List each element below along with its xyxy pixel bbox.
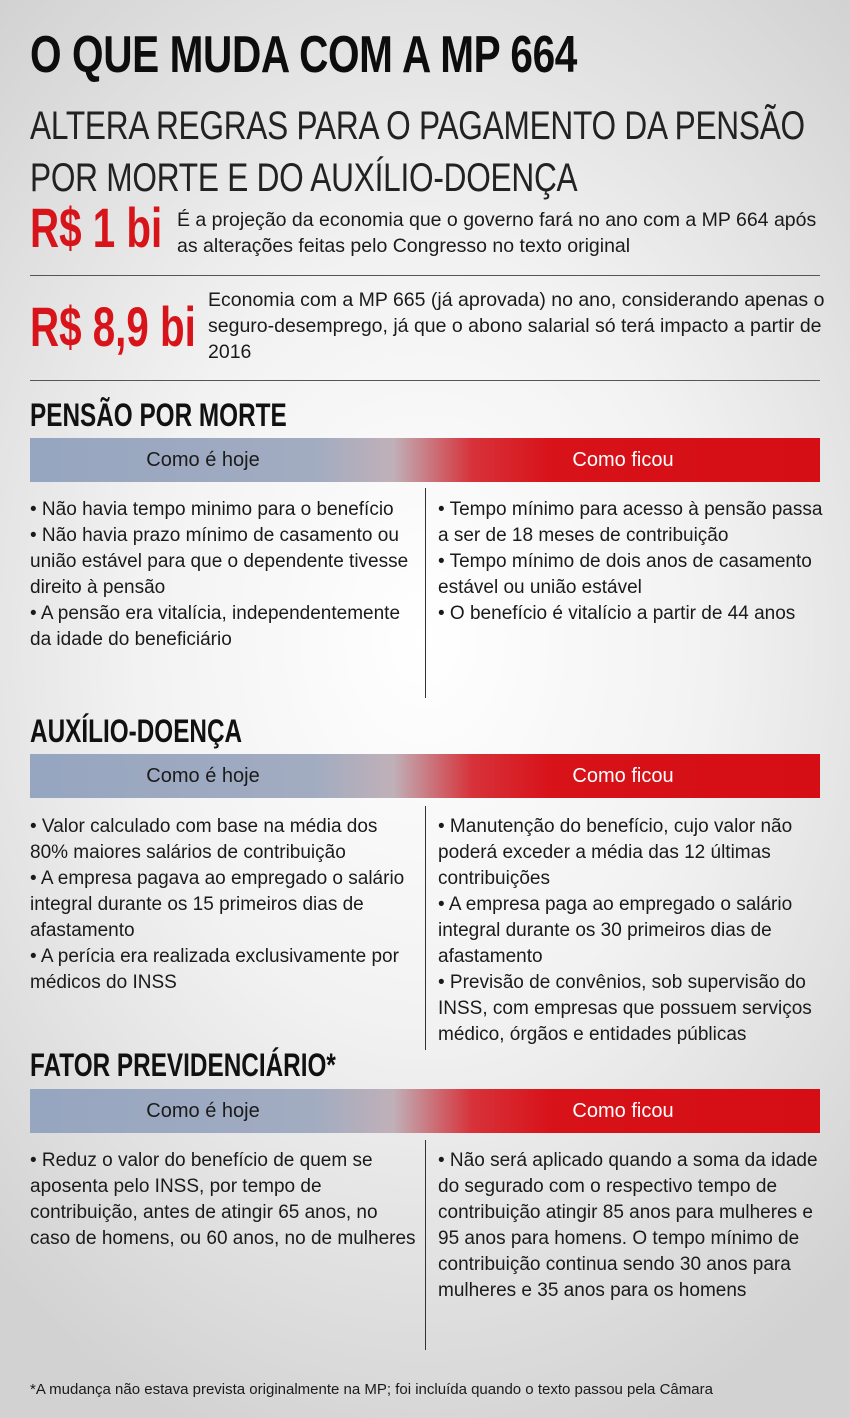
list-item: • Valor calculado com base na média dos 80% maiores salários de contribuição — [30, 816, 378, 863]
section-title-fator: FATOR PREVIDENCIÁRIO* — [30, 1047, 336, 1083]
comparison-header-fator — [30, 1089, 820, 1133]
auxilio-before-list — [30, 814, 418, 996]
column-header-before: Como é hoje — [146, 1100, 260, 1122]
list-item: • O benefício é vitalício a partir de 44 anos — [438, 603, 796, 624]
stat-value-2: R$ 8,9 bi — [30, 295, 196, 358]
pensao-after-list — [438, 497, 824, 627]
stat-text-2: Economia com a MP 665 (já aprovada) no ano, considerando apenas o seguro-desemprego, já que o abono salarial só terá impacto a partir de 2016 — [208, 289, 825, 363]
list-item: • A pensão era vitalícia, independentemente da idade do beneficiário — [30, 603, 401, 650]
list-item: • Não havia prazo mínimo de casamento ou união estável para que o dependente tivesse direito à pensão — [30, 525, 409, 598]
column-divider — [425, 488, 426, 698]
stat-divider-2 — [30, 380, 820, 381]
column-header-after: Como ficou — [572, 449, 674, 471]
column-header-before: Como é hoje — [146, 449, 260, 471]
section-title-auxilio: AUXÍLIO-DOENÇA — [30, 713, 243, 749]
section-title-pensao: PENSÃO POR MORTE — [30, 397, 287, 433]
column-divider — [425, 806, 426, 1050]
list-item: • Não será aplicado quando a soma da idade do segurado com o respectivo tempo de contribuição atingir 85 anos para mulheres e 95 anos para homens. O tempo mínimo de contribuição continua sendo 30 anos para mulheres e 35 anos para os homens — [438, 1150, 818, 1301]
list-item: • Previsão de convênios, sob supervisão do INSS, com empresas que possuem serviços médico, órgãos e entidades públicas — [438, 972, 812, 1045]
footnote: *A mudança não estava prevista originalmente na MP; foi incluída quando o texto passou pela Câmara — [30, 1381, 713, 1398]
stat-value-1: R$ 1 bi — [30, 196, 163, 259]
list-item: • Tempo mínimo para acesso à pensão passa a ser de 18 meses de contribuição — [438, 499, 823, 546]
stat-text-1: É a projeção da economia que o governo fará no ano com a MP 664 após as alterações feitas pelo Congresso no texto original — [177, 209, 817, 257]
fator-after-list — [438, 1148, 824, 1304]
list-item: • A empresa paga ao empregado o salário integral durante os 30 primeiros dias de afastamento — [438, 894, 793, 967]
list-item: • A perícia era realizada exclusivamente por médicos do INSS — [30, 946, 399, 993]
column-divider — [425, 1140, 426, 1350]
fator-before-list — [30, 1148, 418, 1252]
auxilio-after-list — [438, 814, 824, 1048]
column-header-before: Como é hoje — [146, 765, 260, 787]
list-item: • Não havia tempo minimo para o benefício — [30, 499, 394, 520]
stat-divider-1 — [30, 275, 820, 276]
column-header-after: Como ficou — [572, 1100, 674, 1122]
page-subtitle: ALTERA REGRAS PARA O PAGAMENTO DA PENSÃO POR MORTE E DO AUXÍLIO-DOENÇA — [30, 104, 805, 200]
list-item: • Tempo mínimo de dois anos de casamento estável ou união estável — [438, 551, 812, 598]
list-item: • Reduz o valor do benefício de quem se aposenta pelo INSS, por tempo de contribuição, antes de atingir 65 anos, no caso de homens, ou 60 anos, no de mulheres — [30, 1150, 416, 1249]
list-item: • Manutenção do benefício, cujo valor não poderá exceder a média das 12 últimas contribuições — [438, 816, 793, 889]
page-title: O QUE MUDA COM A MP 664 — [30, 26, 577, 84]
list-item: • A empresa pagava ao empregado o salário integral durante os 15 primeiros dias de afastamento — [30, 868, 405, 941]
comparison-header-auxilio — [30, 754, 820, 798]
pensao-before-list — [30, 497, 418, 653]
comparison-header-pensao — [30, 438, 820, 482]
column-header-after: Como ficou — [572, 765, 674, 787]
